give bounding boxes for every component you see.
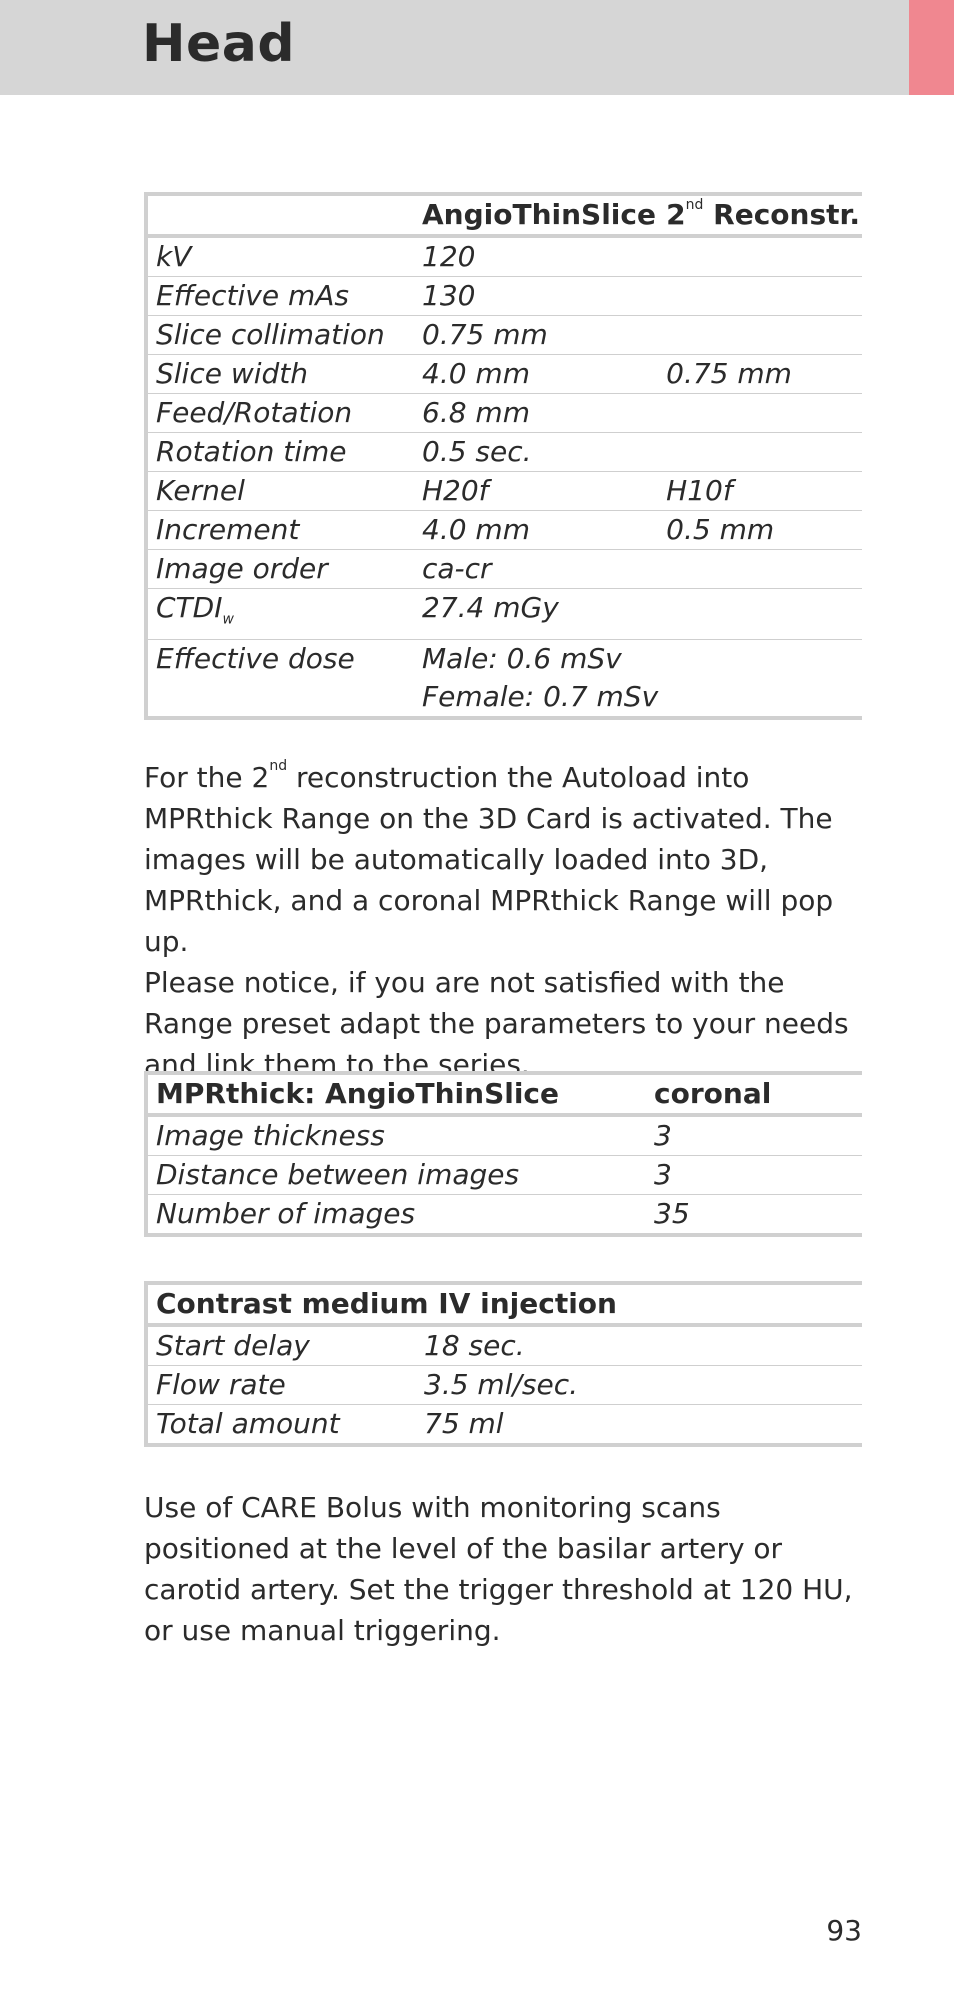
table-row — [146, 1366, 862, 1405]
section-tab-marker — [909, 0, 954, 95]
table-row — [146, 433, 862, 472]
value-kv: 120 — [422, 240, 476, 273]
table-header-row — [146, 1283, 862, 1325]
param-distance-between-images: Distance between images — [146, 1156, 646, 1195]
header-cell-2nd-reconstr: 2nd Reconstr. — [658, 194, 862, 236]
table-row — [146, 1405, 862, 1446]
value-2nd-effective-dose-cont — [658, 678, 862, 718]
care-bolus-paragraph: Use of CARE Bolus with monitoring scans positioned at the level of the basilar artery or carotid artery. Set the trigger threshold at 120 HU, or use manual triggering. — [144, 1491, 853, 1647]
value-effective-dose-male: Male: 0.6 mSv — [414, 639, 658, 678]
page-title: Head — [142, 14, 296, 74]
scan-parameters-section — [144, 192, 862, 720]
value-2nd-kv — [658, 236, 862, 277]
value-kernel: H20f — [414, 472, 658, 511]
value-2nd-increment: 0.5 mm — [658, 511, 862, 550]
param-slice-width: Slice width — [146, 355, 414, 394]
header-cell-parameter — [146, 194, 414, 236]
param-effective-dose-cont — [146, 678, 414, 718]
param-kernel: Kernel — [146, 472, 414, 511]
table-header-row — [146, 194, 862, 236]
param-feed-rotation: Feed/Rotation — [146, 394, 414, 433]
value-slice-width: 4.0 mm — [414, 355, 658, 394]
value-rotation-time: 0.5 sec. — [414, 433, 658, 472]
range-preset-paragraph: Please notice, if you are not satisfied with the Range preset adapt the parameters to your needs and link them to the series. — [144, 966, 849, 1081]
table-row — [146, 1325, 862, 1366]
header-cell-mprthick: MPRthick: AngioThinSlice — [146, 1073, 646, 1115]
value-2nd-kernel: H10f — [658, 472, 862, 511]
value-ctdi: 27.4 mGy — [414, 589, 658, 640]
value-effective-dose-female: Female: 0.7 mSv — [422, 679, 659, 713]
param-image-order: Image order — [146, 550, 414, 589]
table-header-row — [146, 1073, 862, 1115]
mprthick-section — [144, 1071, 862, 1237]
table-row — [146, 589, 862, 640]
value-2nd-effective-mas — [658, 277, 862, 316]
table-row — [146, 550, 862, 589]
table-row — [146, 236, 862, 277]
param-ctdi: $CTDI_w$ — [146, 589, 414, 640]
value-2nd-image-order — [658, 550, 862, 589]
param-effective-dose: Effective dose — [146, 639, 414, 678]
table-row — [146, 639, 862, 678]
value-number-of-images: 35 — [646, 1195, 862, 1236]
contrast-table — [144, 1281, 862, 1447]
table-row — [146, 1156, 862, 1195]
table-row — [146, 1115, 862, 1156]
value-feed-rotation: 6.8 mm — [414, 394, 658, 433]
param-number-of-images: Number of images — [146, 1195, 646, 1236]
value-flow-rate: 3.5 ml/sec. — [416, 1366, 862, 1405]
mprthick-table — [144, 1071, 862, 1237]
param-flow-rate: Flow rate — [146, 1366, 416, 1405]
header-cell-coronal: coronal — [646, 1073, 862, 1115]
value-total-amount: 75 ml — [416, 1405, 862, 1446]
param-start-delay: Start delay — [156, 1329, 310, 1362]
param-increment: Increment — [146, 511, 414, 550]
contrast-section — [144, 1281, 862, 1447]
table-row — [146, 355, 862, 394]
value-distance-between-images: 3 — [646, 1156, 862, 1195]
page-header-bar — [0, 0, 909, 95]
value-image-thickness: 3 — [654, 1119, 672, 1152]
value-2nd-rotation-time — [658, 433, 862, 472]
table-row — [146, 678, 862, 718]
value-slice-collimation: 0.75 mm — [414, 316, 658, 355]
param-rotation-time: Rotation time — [146, 433, 414, 472]
value-2nd-ctdi — [658, 589, 862, 640]
table-row — [146, 394, 862, 433]
value-2nd-effective-dose — [658, 639, 862, 678]
param-image-thickness: Image thickness — [156, 1119, 385, 1152]
autoload-paragraph: For the 2nd reconstruction the Autoload into MPRthick Range on the 3D Card is activated. The images will be automatically loaded into 3D, MPRthick, and a coronal MPRthick Range will pop up. — [144, 758, 834, 958]
table-row — [146, 316, 862, 355]
value-2nd-slice-width: 0.75 mm — [658, 355, 862, 394]
value-2nd-slice-collimation — [658, 316, 862, 355]
value-2nd-feed-rotation — [658, 394, 862, 433]
table-row — [146, 511, 862, 550]
header-cell-angiothinslice: AngioThinSlice — [414, 194, 658, 236]
param-slice-collimation: Slice collimation — [146, 316, 414, 355]
value-image-order: ca-cr — [414, 550, 658, 589]
page-number: 93 — [826, 1914, 862, 1947]
param-kv: kV — [156, 240, 192, 273]
param-effective-mas: Effective mAs — [146, 277, 414, 316]
value-increment: 4.0 mm — [414, 511, 658, 550]
header-cell-contrast: Contrast medium IV injection — [146, 1283, 862, 1325]
reconstruction-note — [144, 757, 862, 1085]
table-row — [146, 472, 862, 511]
value-start-delay: 18 sec. — [424, 1329, 525, 1362]
value-effective-mas: 130 — [414, 277, 658, 316]
table-row — [146, 1195, 862, 1236]
table-row — [146, 277, 862, 316]
scan-parameters-table — [144, 192, 862, 720]
param-total-amount: Total amount — [146, 1405, 416, 1446]
